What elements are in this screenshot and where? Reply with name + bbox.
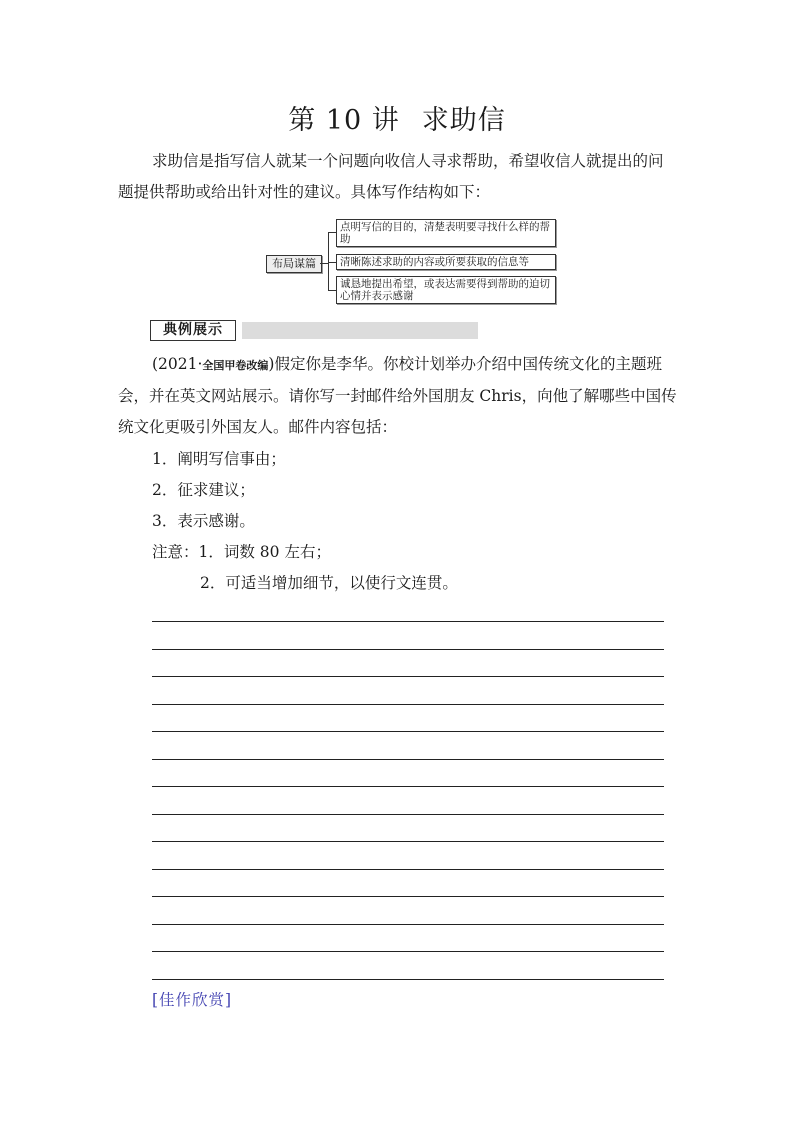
diagram-item: 诚恳地提出希望，或表达需要得到帮助的迫切心情并表示感谢 [336,276,556,304]
intro-paragraph: 求助信是指写信人就某一个问题向收信人寻求帮助，希望收信人就提出的问题提供帮助或给出针对性的建议。具体写作结构如下： [118,152,664,201]
task-paragraph [118,349,678,443]
writing-line[interactable] [152,814,664,815]
writing-line[interactable] [152,786,664,787]
writing-line[interactable] [152,896,664,897]
diagram-bracket [328,232,329,290]
lesson-topic: 求助信 [421,105,506,136]
section-bar [242,322,478,339]
diagram-connector [328,232,336,233]
diagram-connector [320,263,328,264]
diagram-connector [328,262,336,263]
writing-line[interactable] [152,869,664,870]
section-label: 典例展示 [150,320,236,341]
page-title [0,98,794,137]
note-line: 2．可适当增加细节，以使行文连贯。 [200,574,458,592]
writing-line[interactable] [152,951,664,952]
requirement-item: 2．征求建议； [152,481,255,499]
writing-line[interactable] [152,649,664,650]
writing-line[interactable] [152,676,664,677]
lesson-number: 第 10 讲 [288,105,400,136]
requirement-item: 3．表示感谢。 [152,512,255,530]
task-text: 假定你是李华。你校计划举办介绍中国传统文化的主题班会，并在英文网站展示。请你写一封邮件给外国朋友 Chris，向他了解哪些中国传统文化更吸引外国友人。邮件内容包括： [118,355,677,436]
task-source-close: ) [268,355,275,373]
writing-line[interactable] [152,704,664,705]
diagram-connector [328,290,336,291]
section-header [150,320,478,340]
requirement-item: 1．阐明写信事由； [152,450,286,468]
model-essay-heading: [佳作欣赏] [152,991,233,1009]
writing-line[interactable] [152,924,664,925]
diagram-item: 清晰陈述求助的内容或所要获取的信息等 [336,254,556,270]
writing-line[interactable] [152,979,664,980]
diagram-root: 布局谋篇 [266,255,322,273]
writing-line[interactable] [152,841,664,842]
diagram-item: 点明写信的目的，清楚表明要寻找什么样的帮助 [336,219,556,247]
task-source: 全国甲卷改编 [202,359,269,372]
writing-line[interactable] [152,731,664,732]
note-line: 注意：1．词数 80 左右； [152,543,331,561]
writing-line[interactable] [152,621,664,622]
structure-diagram [262,216,562,308]
writing-line[interactable] [152,759,664,760]
task-year: (2021· [152,355,203,373]
